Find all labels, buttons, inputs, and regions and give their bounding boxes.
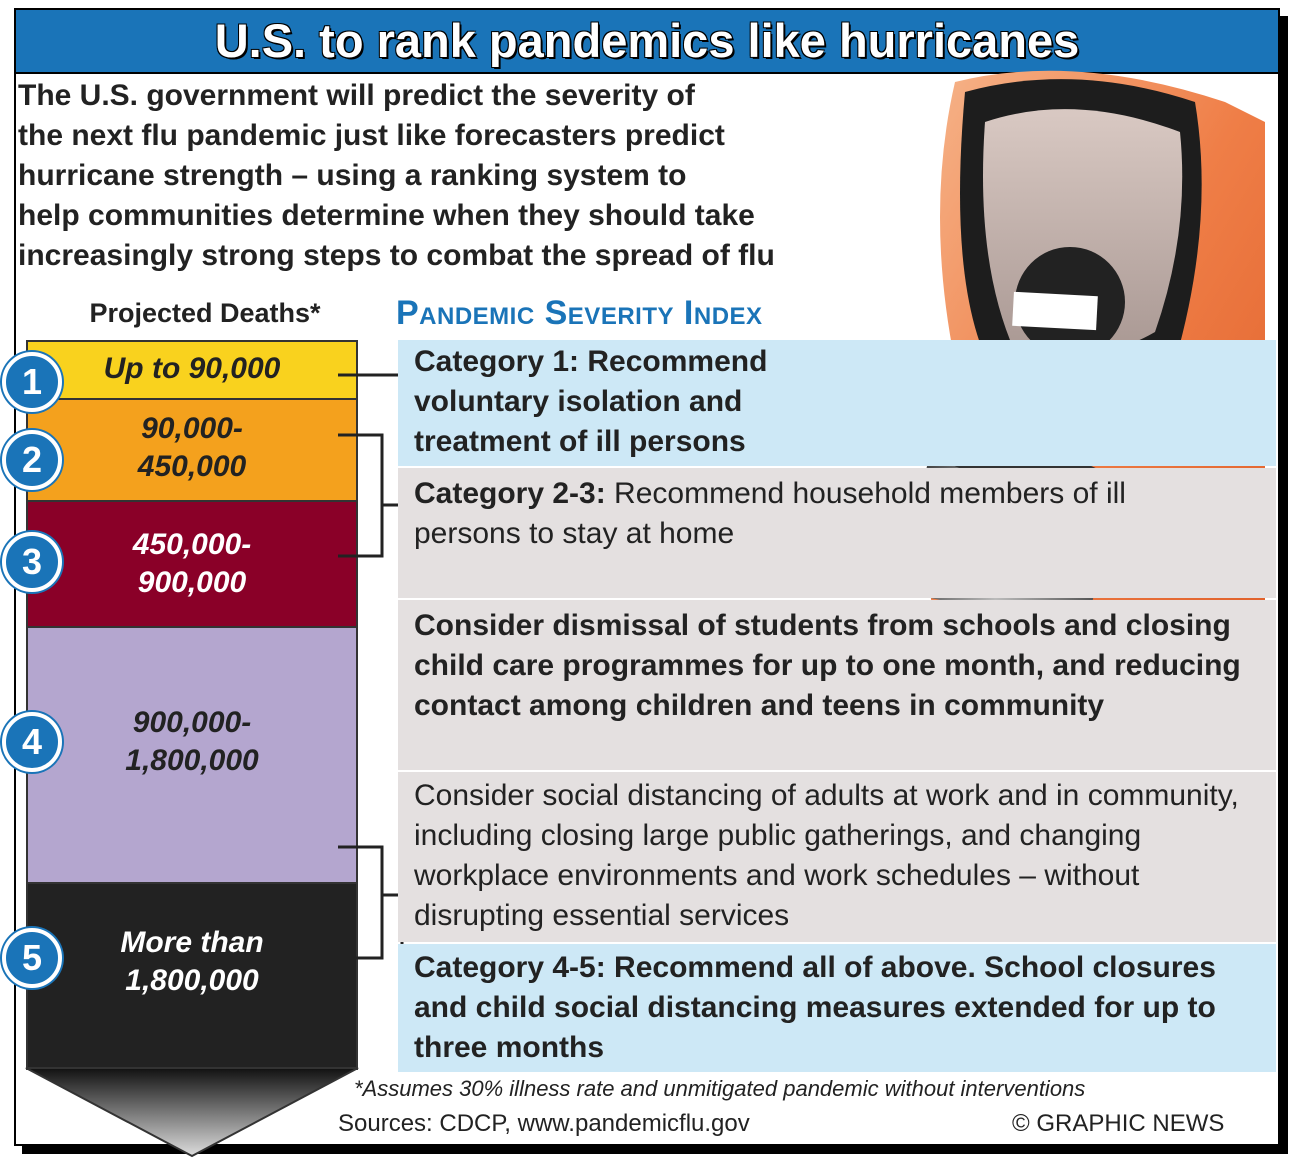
severity-arrow-tip — [26, 1068, 358, 1156]
row-bold: Category 2-3: — [414, 477, 606, 510]
credit: © GRAPHIC NEWS — [1012, 1110, 1225, 1137]
psi-row-social-distancing — [398, 772, 1276, 942]
category-badge-4: 4 — [2, 712, 62, 772]
category-badge-3: 3 — [2, 532, 62, 592]
deaths-line: 900,000- — [132, 706, 252, 739]
deaths-value: Up to 90,000 — [103, 352, 281, 385]
intro-line: hurricane strength – using a ranking system to — [18, 159, 687, 192]
intro-line: increasingly strong steps to combat the spread of flu — [18, 239, 775, 272]
category-badge-5: 5 — [2, 928, 62, 988]
deaths-line: More than — [120, 926, 264, 959]
row-line: treatment of ill persons — [414, 425, 746, 458]
intro-line: the next flu pandemic just like forecasters predict — [18, 119, 725, 152]
row-text: Consider social distancing of adults at work and in community, including closing large public gatherings, and changing workplace environments and work schedules – without disrupting essential services — [414, 779, 1239, 932]
psi-row-school-dismissal — [398, 600, 1276, 770]
psi-row-category-4-5 — [398, 944, 1276, 1072]
projected-deaths-heading: Projected Deaths* — [89, 298, 321, 328]
category-badge-1: 1 — [2, 352, 62, 412]
psi-row-category-1 — [398, 340, 1276, 466]
row-bold: Consider dismissal of students from schools and closing child care programmes for up to one month, and reducing contact among children and teens in community — [414, 609, 1241, 722]
footnote: *Assumes 30% illness rate and unmitigated pandemic without interventions — [354, 1076, 1086, 1101]
row-text: Recommend household members of ill persons to stay at home — [414, 477, 1126, 550]
sources: Sources: CDCP, www.pandemicflu.gov — [338, 1110, 750, 1137]
deaths-line: 900,000 — [137, 566, 247, 599]
page-title: U.S. to rank pandemics like hurricanes — [214, 14, 1080, 67]
row-bold: Category 4-5: Recommend all of above. School closures and child social distancing measures extended for up to three months — [414, 951, 1216, 1064]
category-badge-2: 2 — [2, 430, 62, 490]
deaths-line: 1,800,000 — [125, 744, 259, 777]
psi-row-category-2-3 — [398, 468, 1276, 598]
deaths-line: 1,800,000 — [125, 964, 259, 997]
psi-heading: Pandemic Severity Index — [396, 294, 763, 332]
deaths-line: 90,000- — [141, 412, 243, 445]
deaths-line: 450,000 — [137, 450, 247, 483]
deaths-line: 450,000- — [132, 528, 252, 561]
row-line: voluntary isolation and — [414, 385, 743, 418]
intro-line: The U.S. government will predict the severity of — [18, 79, 695, 112]
row-line: Category 1: Recommend — [414, 345, 768, 378]
intro-line: help communities determine when they should take — [18, 199, 755, 232]
